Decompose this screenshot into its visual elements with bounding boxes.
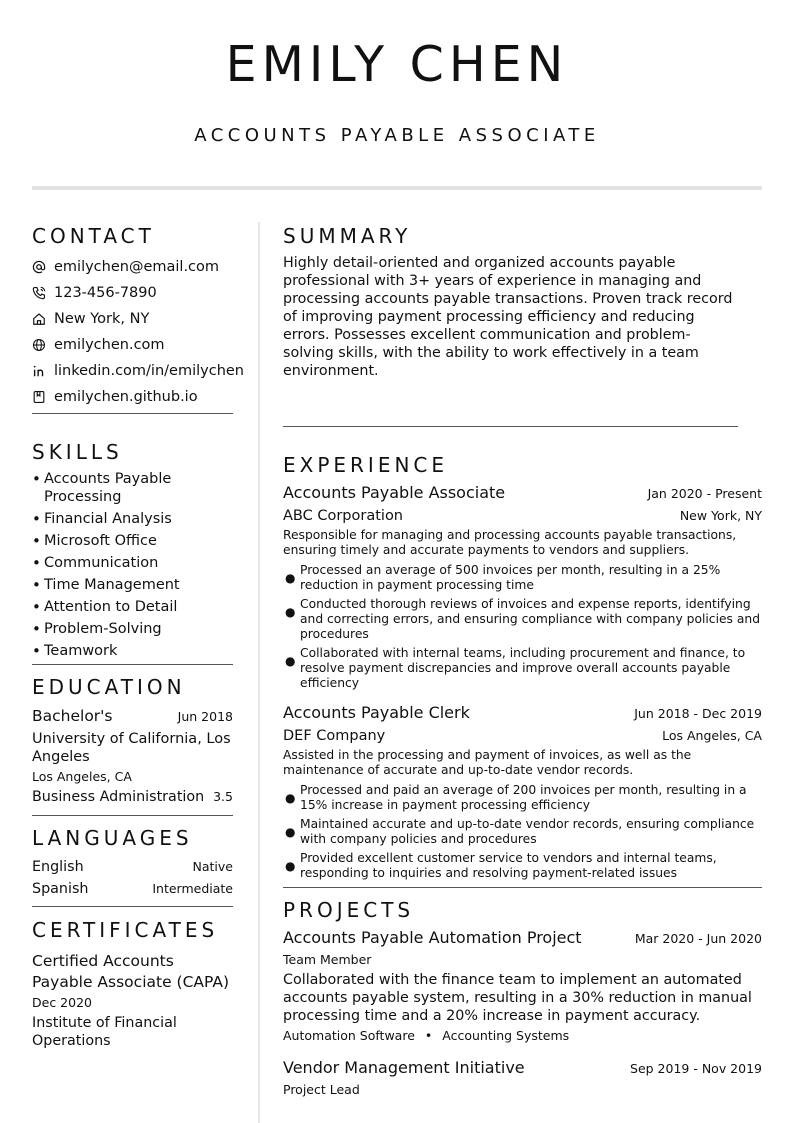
skill-item: • Microsoft Office — [32, 532, 157, 550]
project-tag: Automation Software — [283, 1028, 415, 1043]
job-bullet: ● Processed an average of 500 invoices per month, resulting in a 25% reduction in payment processing time — [285, 563, 721, 592]
job-title-heading: ACCOUNTS PAYABLE ASSOCIATE — [194, 125, 600, 146]
section-title-summary: SUMMARY — [283, 224, 412, 248]
project-role: Project Lead — [283, 1082, 360, 1097]
certificate-issuer: Institute of Financial Operations — [32, 1015, 177, 1049]
job-company: ABC Corporation — [283, 508, 404, 524]
language-row: English Native — [32, 859, 233, 875]
at-icon — [32, 260, 46, 274]
contact-phone[interactable] — [32, 280, 233, 306]
certificate-date: Dec 2020 — [32, 995, 92, 1010]
education-location: Los Angeles, CA — [32, 769, 132, 784]
summary-divider — [283, 426, 738, 427]
job-location: Los Angeles, CA — [662, 728, 762, 743]
education-school: University of California, Los Angeles — [32, 731, 231, 765]
experience-divider — [283, 887, 762, 888]
summary-text: Highly detail-oriented and organized accounts payable professional with 3+ years of experience in managing and processing accounts payable transactions. Proven track record of improving payment processing efficiency and reducing errors. Possesses excellent communication and problem-solving skills, with the ability to work effectively in a team environment. — [283, 255, 733, 379]
left-column — [32, 222, 244, 1050]
job-date: Jan 2020 - Present — [647, 486, 762, 501]
contact-github[interactable] — [32, 384, 233, 410]
project-tag: Accounting Systems — [442, 1028, 570, 1043]
section-title-projects: PROJECTS — [283, 898, 415, 922]
languages-divider — [32, 906, 233, 907]
job-entry — [283, 703, 762, 881]
job-bullet: ● Processed and paid an average of 200 invoices per month, resulting in a 15% increase in payment processing efficiency — [285, 783, 747, 812]
education-gpa: 3.5 — [213, 789, 233, 804]
project-title: Vendor Management Initiative — [283, 1058, 525, 1077]
project-entry — [283, 1058, 762, 1098]
contact-phone-text: 123-456-7890 — [54, 285, 157, 301]
section-title-education: EDUCATION — [32, 675, 186, 699]
language-row: Spanish Intermediate — [32, 881, 233, 897]
education-degree: Bachelor's — [32, 707, 113, 725]
job-date: Jun 2018 - Dec 2019 — [634, 706, 762, 721]
job-bullet: ● Collaborated with internal teams, including procurement and finance, to resolve payment discrepancies and improve overall accounts payable efficiency — [285, 646, 746, 690]
projects-section — [283, 896, 762, 1098]
project-date: Sep 2019 - Nov 2019 — [630, 1061, 762, 1076]
contact-email[interactable] — [32, 254, 233, 280]
contact-linkedin[interactable] — [32, 358, 244, 384]
linkedin-icon — [32, 364, 46, 378]
skills-divider — [32, 664, 233, 665]
candidate-name: EMILY CHEN — [225, 36, 569, 93]
column-divider — [258, 222, 260, 1123]
skill-item: • Problem-Solving — [32, 620, 162, 638]
job-entry — [283, 483, 762, 691]
skill-item: • Attention to Detail — [32, 598, 178, 616]
contact-location — [32, 306, 233, 332]
header-divider — [32, 186, 762, 190]
contact-email-text: emilychen@email.com — [54, 259, 220, 275]
contact-divider — [32, 413, 233, 414]
contact-website[interactable] — [32, 332, 233, 358]
right-column — [283, 222, 762, 1098]
job-description: Responsible for managing and processing accounts payable transactions, ensuring timely and accurate payments to vendors and suppliers. — [283, 528, 737, 557]
skill-item: • Teamwork — [32, 642, 118, 660]
project-tags — [283, 1027, 762, 1044]
job-description: Assisted in the processing and payment of invoices, as well as the maintenance of accurate and up-to-date vendor records. — [283, 748, 692, 777]
project-description: Collaborated with the finance team to implement an automated accounts payable system, resulting in a 30% reduction in manual processing time and a 20% increase in payment accuracy. — [283, 972, 752, 1024]
skill-item: • Communication — [32, 554, 159, 572]
contact-section — [32, 222, 244, 414]
job-title: Accounts Payable Clerk — [283, 703, 470, 722]
section-title-experience: EXPERIENCE — [283, 453, 449, 477]
contact-website-text: emilychen.com — [54, 337, 165, 353]
job-bullet: ● Conducted thorough reviews of invoices and expense reports, identifying and correcting errors, and ensuring compliance with company policies and procedures — [285, 597, 761, 641]
skills-section — [32, 438, 233, 665]
project-entry — [283, 928, 762, 1044]
home-icon — [32, 312, 46, 326]
github-icon — [32, 390, 46, 404]
contact-linkedin-text: linkedin.com/in/emilychen — [54, 363, 244, 379]
certificates-section — [32, 916, 233, 1050]
languages-section — [32, 824, 233, 907]
job-bullet: ● Maintained accurate and up-to-date vendor records, ensuring compliance with company policies and procedures — [285, 817, 755, 846]
job-company: DEF Company — [283, 728, 386, 744]
phone-icon — [32, 286, 46, 300]
certificate-name: Certified Accounts Payable Associate (CAPA) — [32, 952, 230, 991]
job-location: New York, NY — [679, 508, 762, 523]
skill-item: • Time Management — [32, 576, 180, 594]
job-bullet: ● Provided excellent customer service to vendors and internal teams, responding to inquiries and resolving payment-related issues — [285, 851, 717, 880]
section-title-contact: CONTACT — [32, 224, 155, 248]
experience-section — [283, 451, 762, 888]
globe-icon — [32, 338, 46, 352]
section-title-skills: SKILLS — [32, 440, 123, 464]
education-section — [32, 673, 233, 816]
education-field: Business Administration — [32, 789, 205, 805]
tag-separator: • — [424, 1028, 433, 1043]
skill-item: • Financial Analysis — [32, 510, 172, 528]
skill-item: • Accounts Payable Processing — [32, 470, 172, 505]
summary-section — [283, 222, 762, 427]
education-date: Jun 2018 — [177, 709, 233, 724]
job-title: Accounts Payable Associate — [283, 483, 506, 502]
contact-location-text: New York, NY — [54, 311, 150, 327]
project-title: Accounts Payable Automation Project — [283, 928, 582, 947]
project-date: Mar 2020 - Jun 2020 — [634, 931, 762, 946]
project-role: Team Member — [283, 952, 372, 967]
education-divider — [32, 815, 233, 816]
contact-github-text: emilychen.github.io — [54, 389, 198, 405]
section-title-languages: LANGUAGES — [32, 826, 193, 850]
section-title-certificates: CERTIFICATES — [32, 918, 219, 942]
